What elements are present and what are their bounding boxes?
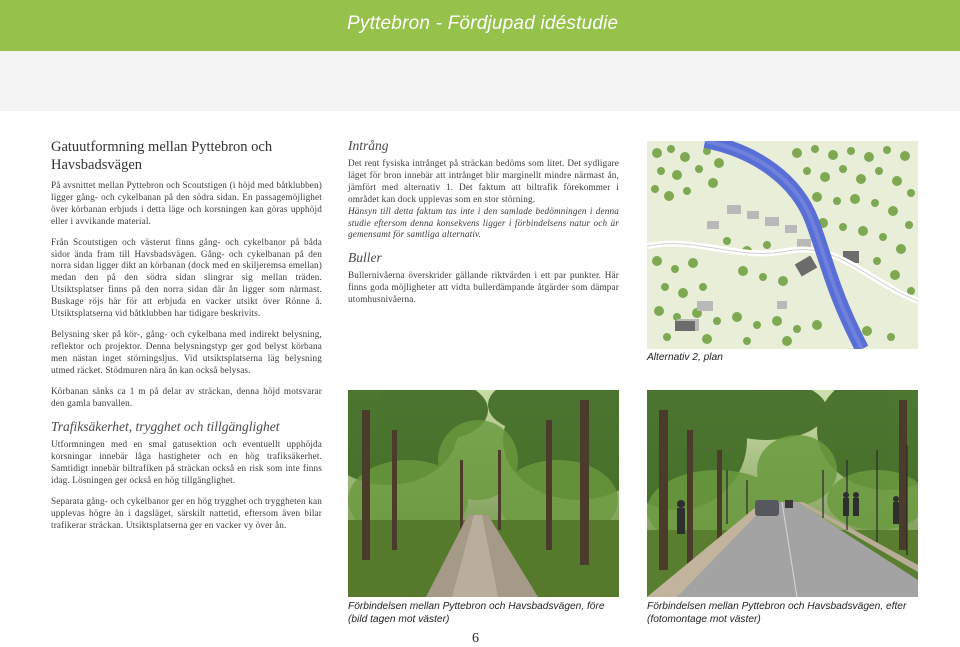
section-heading-intrang: Intrång (348, 138, 389, 153)
caption-line: (fotomontage mot väster) (647, 614, 761, 625)
site-plan-image (647, 141, 918, 349)
photo-after-caption (647, 600, 906, 626)
header-banner (0, 0, 960, 51)
middle-column (348, 138, 619, 315)
photo-before-caption (348, 600, 605, 626)
paragraph: Utformningen med en smal gatusektion och eventuellt upphöjda korsningar innebär låga hastigheter och en hög trafiksäkerhet. Samtidigt innebär biltrafiken på sträckan också en risk som inte finns idag. Lösningen ger också en hög tillgänglighet. (51, 439, 322, 486)
paragraph: Körbanan sänks ca 1 m på delar av sträckan, denna höjd motsvarar den gamla banvallen. (51, 385, 322, 408)
page-number: 6 (472, 631, 479, 646)
paragraph: Från Scoutstigen och västerut finns gång- och cykelbanor på båda sidor ända fram till Havsbadsvägen. Gång- och cykelbanan på den norra sidan ligger dikt an körbanan (dock med en skiljeremsa emellan) medan den på den södra sidan slingrar sig mellan träden. Utsiktsplatser finns på den norra sidan där ån ligger som närmast. Buskage röjs här för att erbjuda en vacker utsikt över Rönne å. Utsiktsplatserna vid båtklubben har tidigare beskrivits. (51, 236, 322, 319)
left-column (51, 138, 322, 541)
paragraph: Bullernivåerna överskrider gällande riktvärden i ett par punkter. Här finns goda möjligheter att vidta bullerdämpande åtgärder som dämpar utomhusnivåerna. (348, 270, 619, 305)
site-plan-map (647, 141, 918, 349)
road-photomontage (647, 390, 918, 597)
forest-path-photo (348, 390, 619, 597)
map-caption: Alternativ 2, plan (647, 352, 723, 363)
header-gray-band (0, 51, 960, 111)
photo-after (647, 390, 918, 597)
paragraph: På avsnittet mellan Pyttebron och Scoutstigen (i höjd med båtklubben) ligger gång- och cykelbanan på den södra sidan. En passagemöjlighet över körbanan erbjuds i detta läge och korsningen kan göras upphöjd eller i avvikande material. (51, 180, 322, 226)
caption-line: Förbindelsen mellan Pyttebron och Havsbadsvägen, efter (647, 601, 907, 612)
section-heading-trafiksakerhet: Trafiksäkerhet, trygghet och tillgänglighet (51, 419, 280, 435)
paragraph: Belysning sker på kör-, gång- och cykelbana med indirekt belysning, reflektor och projektor. Denna belysningstyp ger god belyst körbana men nästan inget störningsljus. Vid utsiktsplatserna läg belysning utmed räcket. Stödmuren nära ån kan också belysas. (51, 328, 322, 375)
caption-line: Förbindelsen mellan Pyttebron och Havsbadsvägen, före (348, 601, 605, 612)
paragraph: Hänsyn till detta faktum tas inte i den samlade bedömningen i denna studie eftersom denna konsekvens ligger i förbindelsens natur och är gemensamt för samtliga alternativ. (348, 205, 619, 240)
section-heading-buller: Buller (348, 250, 382, 266)
section-heading-gatuutformning: Gatuutformning mellan Pyttebron och Havsbadsvägen (51, 139, 273, 173)
page-title: Pyttebron - Fördjupad idéstudie (347, 13, 619, 34)
caption-line: (bild tagen mot väster) (348, 614, 450, 625)
photo-before (348, 390, 619, 597)
paragraph: Det rent fysiska intrånget på sträckan bedöms som litet. Det sydligare läget för bron innebär att intrånget blir marginellt mindre närmast ån, jämfört med alternativ 1. Det faktum att biltrafik förekommer i området kan dock upplevas som en stor störning. (348, 158, 619, 204)
paragraph: Separata gång- och cykelbanor ger en hög trygghet och tryggheten kan upplevas högre än i dagsläget, särskilt nattetid, eftersom även bilar trafikerar sträckan. Utsiktsplatserna ger en vacker vy över ån. (51, 496, 322, 530)
